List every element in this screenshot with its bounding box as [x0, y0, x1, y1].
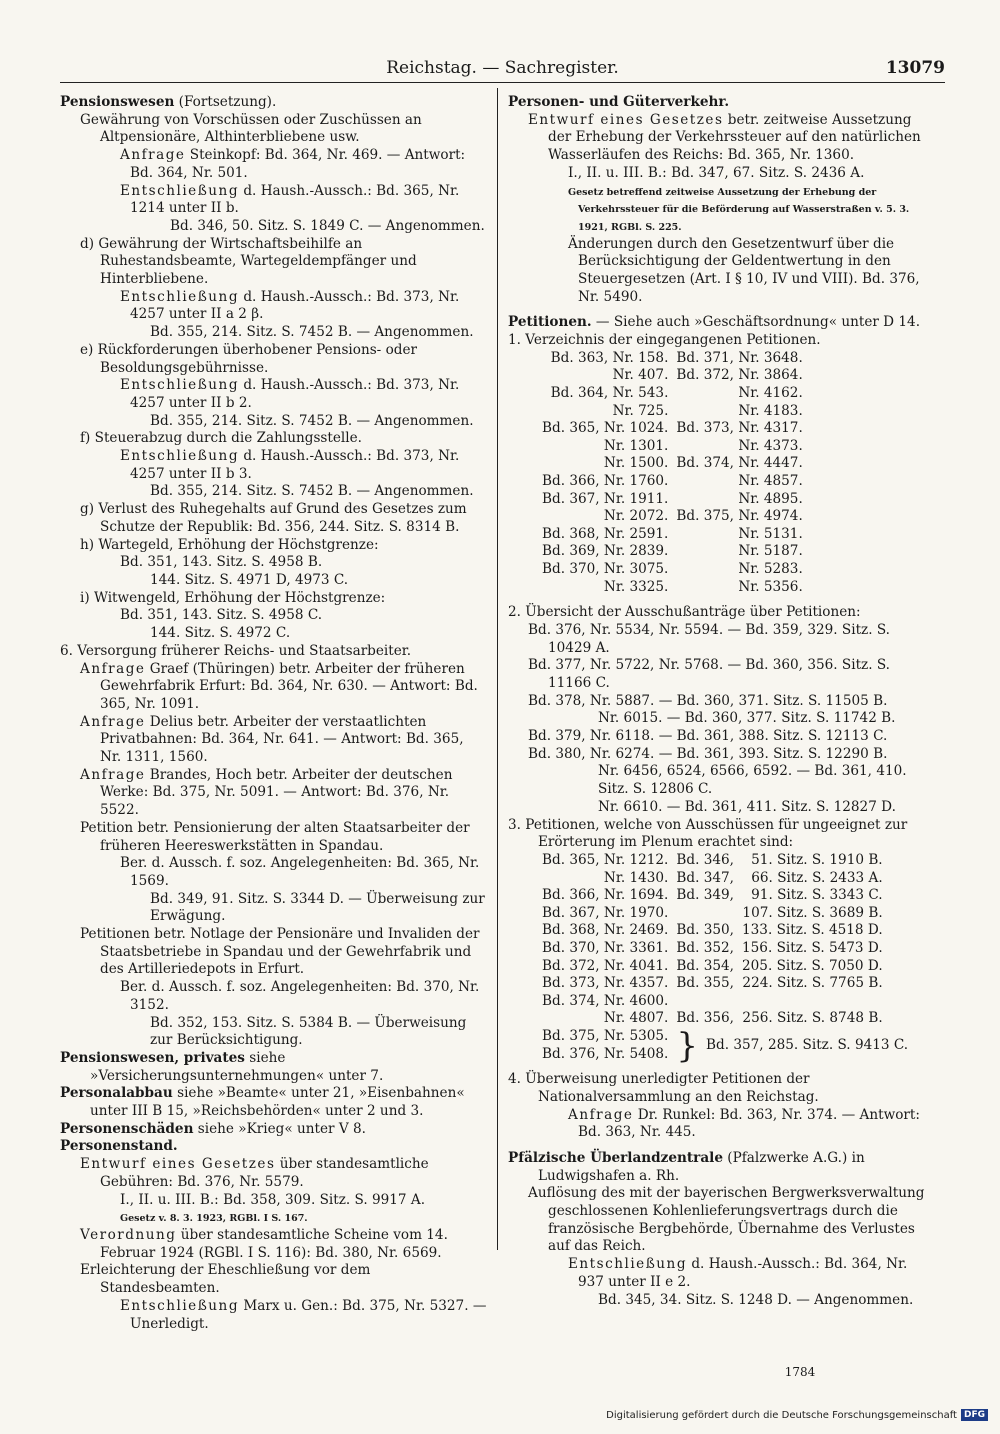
- table-cell: Bd. 369, Nr. 2839.: [542, 543, 669, 560]
- table-cell: [738, 993, 887, 1011]
- register-entry: [60, 1049, 488, 1085]
- register-entry: [568, 1256, 936, 1291]
- entry-text: Änderungen durch den Gesetzentwurf über die Berücksichtigung der Geldentwertung in den Steuergesetzen (Art. I § 10, IV und VIII). Bd. 376, Nr. 5490.: [568, 235, 920, 305]
- register-entry: [80, 660, 488, 714]
- table-cell: Bd. 372, Nr. 3864.: [676, 367, 803, 384]
- digitization-credit: [606, 1409, 988, 1421]
- table-cell: 133. Sitz. S. 4518 D.: [742, 922, 883, 939]
- law-citation: Gesetz v. 8. 3. 1923, RGBl. I S. 167.: [120, 1213, 308, 1225]
- register-entry: [120, 448, 488, 483]
- register-entry: [60, 94, 488, 112]
- table-cell: Bd. 368, Nr. 2591.: [542, 525, 669, 542]
- table-cell: Bd. 370, Nr. 3075.: [542, 560, 669, 577]
- entry-text: Bd. 355, 214. Sitz. S. 7452 B. — Angenommen.: [150, 483, 474, 500]
- right-column-bottom: [508, 1071, 936, 1309]
- right-column: [508, 94, 936, 1309]
- footer-page-number: 1784: [784, 1365, 816, 1379]
- table-cell: Bd. 354,: [676, 957, 734, 974]
- credit-text: Digitalisierung gefördert durch die Deutsche Forschungsgemeinschaft: [606, 1409, 957, 1421]
- entry-keyword: Anfrage: [80, 660, 146, 677]
- register-entry: [120, 554, 488, 572]
- entry-text: 144. Sitz. S. 4971 D, 4973 C.: [150, 571, 349, 588]
- table-cell: Bd. 349,: [676, 887, 734, 904]
- register-entry: [528, 1185, 936, 1256]
- table-cell: Bd. 363, Nr. 158.: [550, 349, 669, 366]
- entry-text: Petition betr. Pensionierung der alten Staatsarbeiter der früheren Heereswerkstätten in Spandau.: [80, 819, 470, 854]
- table-cell: Bd. 352,: [676, 939, 734, 956]
- entry-keyword: Entwurf eines Gesetzes: [528, 111, 724, 128]
- entry-text: Graef (Thüringen) betr. Arbeiter der früheren Gewehrfabrik Erfurt: Bd. 364, Nr. 630. — Antwort: Bd. 365, Nr. 1091.: [100, 660, 478, 712]
- entry-text: Bd. 346, 50. Sitz. S. 1849 C. — Angenommen.: [170, 217, 485, 234]
- register-entry: [150, 413, 488, 431]
- entry-text: (Fortsetzung).: [174, 94, 277, 110]
- register-entry: [120, 1191, 488, 1210]
- entry-text: Bd. 351, 143. Sitz. S. 4958 C.: [120, 607, 323, 624]
- table-cell: Bd. 355,: [676, 975, 734, 992]
- right-column-mid: [508, 604, 936, 852]
- register-entry: [150, 324, 488, 342]
- table-cell: Bd. 371, Nr. 3648.: [676, 349, 803, 366]
- entry-text: über standesamtliche Gebühren: Bd. 376, Nr. 5579.: [100, 1156, 429, 1190]
- unsuitable-petition-row: [538, 905, 887, 923]
- page-header: [60, 56, 945, 83]
- entry-heading: Personenstand.: [60, 1138, 178, 1155]
- register-entry: [80, 536, 488, 555]
- entry-text: Gewährung von Vorschüssen oder Zuschüssen an Altpensionäre, Althinterbliebene usw.: [80, 111, 422, 146]
- petitions-list-table: [538, 350, 807, 596]
- entry-text: Ber. d. Aussch. f. soz. Angelegenheiten: Bd. 370, Nr. 3152.: [120, 979, 480, 1013]
- register-entry: [60, 1085, 488, 1120]
- unsuitable-petition-row: [538, 993, 887, 1011]
- register-entry: [508, 332, 936, 350]
- register-entry: [508, 94, 936, 112]
- entry-text: d. Haush.-Aussch.: Bd. 373, Nr. 4257 unter II b 3.: [130, 448, 460, 482]
- entry-text: Bd. 345, 34. Sitz. S. 1248 D. — Angenommen.: [598, 1291, 914, 1308]
- entry-text: Bd. 376, Nr. 5534, Nr. 5594. — Bd. 359, 329. Sitz. S. 10429 A.: [528, 621, 890, 656]
- table-cell: Bd. 365, Nr. 1212.: [542, 852, 669, 868]
- register-entry: [508, 1142, 936, 1150]
- register-entry: [80, 1156, 488, 1191]
- entry-text: 144. Sitz. S. 4972 C.: [150, 625, 291, 642]
- entry-text: Bd. 378, Nr. 5887. — Bd. 360, 371. Sitz. S. 11505 B.: [528, 692, 888, 709]
- table-cell: Nr. 5283.: [738, 560, 803, 577]
- unsuitable-petition-row: [538, 1010, 887, 1028]
- entry-text: Bd. 355, 214. Sitz. S. 7452 B. — Angenommen.: [150, 324, 474, 341]
- entry-keyword: Anfrage: [80, 766, 146, 783]
- register-entry: [120, 1297, 488, 1333]
- entry-heading: Personenschäden: [60, 1120, 194, 1137]
- table-cell: Nr. 725.: [612, 402, 669, 419]
- table-cell: Bd. 373, Nr. 4317.: [676, 420, 803, 437]
- register-entry: [568, 235, 936, 307]
- petition-row: [538, 579, 807, 597]
- register-entry: [120, 979, 488, 1014]
- table-cell: Nr. 1500.: [603, 455, 669, 472]
- table-cell: Bd. 367, Nr. 1970.: [542, 904, 669, 921]
- petition-row: [538, 420, 807, 438]
- entry-text: 3. Petitionen, welche von Ausschüssen für ungeeignet zur Erörterung im Plenum erachtet sind:: [508, 816, 908, 851]
- table-cell: Bd. 366, Nr. 1760.: [542, 473, 669, 489]
- register-entry: [120, 855, 488, 890]
- entry-text: Nr. 6015. — Bd. 360, 377. Sitz. S. 11742 B.: [598, 710, 896, 727]
- entry-heading: Petitionen.: [508, 314, 592, 331]
- braced-petitions: [538, 1025, 912, 1066]
- register-entry: [170, 218, 488, 236]
- unsuitable-petition-row: [538, 852, 887, 870]
- entry-text: i) Witwengeld, Erhöhung der Höchstgrenze:: [80, 589, 386, 606]
- entry-keyword: Entschließung: [120, 182, 240, 199]
- register-entry: [60, 1120, 488, 1139]
- braced-row: Bd. 375, Nr. 5305. Bd. 376, Nr. 5408.: [542, 1027, 669, 1062]
- register-entry: [80, 766, 488, 820]
- register-entry: [80, 111, 488, 147]
- register-entry: [598, 710, 936, 728]
- entry-text: Bd. 377, Nr. 5722, Nr. 5768. — Bd. 360, 356. Sitz. S. 11166 C.: [528, 657, 890, 691]
- register-entry: [568, 183, 936, 236]
- entry-text: Nr. 6456, 6524, 6566, 6592. — Bd. 361, 410. Sitz. S. 12806 C.: [598, 763, 907, 798]
- table-cell: Bd. 368, Nr. 2469.: [542, 922, 669, 939]
- petition-row: [538, 561, 807, 579]
- register-entry: [120, 182, 488, 218]
- table-cell: Nr. 3325.: [603, 578, 669, 595]
- table-cell: 256. Sitz. S. 8748 B.: [742, 1010, 883, 1027]
- entry-text: siehe »Krieg« unter V 8.: [193, 1120, 366, 1137]
- table-cell: Bd. 367, Nr. 1911.: [542, 490, 669, 507]
- entry-text: 6. Versorgung früherer Reichs- und Staatsarbeiter.: [60, 642, 412, 659]
- register-entry: [508, 1071, 936, 1106]
- brace-mark: }: [676, 1025, 699, 1066]
- table-cell: Nr. 1301.: [603, 437, 669, 454]
- entry-keyword: Anfrage: [80, 713, 146, 730]
- register-entry: [80, 430, 488, 448]
- entry-text: (Pfalzwerke A.G.) in Ludwigshafen a. Rh.: [538, 1149, 865, 1184]
- table-cell: Bd. 374, Nr. 4447.: [676, 455, 803, 472]
- entry-text: 2. Übersicht der Ausschußanträge über Petitionen:: [508, 604, 861, 621]
- entry-heading: Personalabbau: [60, 1085, 173, 1102]
- entry-text: Bd. 352, 153. Sitz. S. 5384 B. — Überweisung zur Berücksichtigung.: [150, 1014, 467, 1049]
- entry-keyword: Anfrage: [568, 1106, 634, 1123]
- petition-row: [538, 473, 807, 491]
- entry-text: h) Wartegeld, Erhöhung der Höchstgrenze:: [80, 536, 379, 553]
- entry-text: Steinkopf: Bd. 364, Nr. 469. — Antwort: Bd. 364, Nr. 501.: [130, 147, 466, 181]
- register-entry: [120, 1209, 488, 1227]
- left-column: [60, 94, 488, 1333]
- unsuitable-petition-row: [538, 870, 887, 888]
- petition-row: [538, 385, 807, 403]
- entry-text: Ber. d. Aussch. f. soz. Angelegenheiten: Bd. 365, Nr. 1569.: [120, 855, 480, 889]
- register-entry: [568, 164, 936, 183]
- entry-text: Auflösung des mit der bayerischen Bergwerksverwaltung geschlossenen Kohlenlieferungsvertrags durch die französische Bergbehörde, Übernahme des Verlustes auf das Reich.: [528, 1185, 925, 1255]
- table-cell: Nr. 4183.: [738, 402, 803, 419]
- register-entry: [120, 607, 488, 625]
- table-cell: 66. Sitz. S. 2433 A.: [751, 869, 883, 886]
- entry-text: über standesamtliche Scheine vom 14. Februar 1924 (RGBl. I S. 116): Bd. 380, Nr. 6569.: [100, 1227, 448, 1261]
- register-entry: [80, 589, 488, 608]
- table-cell: 91. Sitz. S. 3343 C.: [751, 887, 883, 904]
- entry-heading: Pensionswesen, privates: [60, 1049, 245, 1066]
- table-cell: Bd. 356,: [676, 1010, 734, 1027]
- entry-text: Dr. Runkel: Bd. 363, Nr. 374. — Antwort: Bd. 363, Nr. 445.: [578, 1106, 920, 1141]
- register-entry: [60, 1138, 488, 1156]
- table-cell: 51. Sitz. S. 1910 B.: [751, 852, 883, 868]
- table-cell: Bd. 364, Nr. 543.: [550, 385, 669, 402]
- entry-text: d. Haush.-Aussch.: Bd. 373, Nr. 4257 unter II a 2 β.: [130, 288, 460, 323]
- register-entry: [528, 621, 936, 657]
- column-divider: [497, 88, 498, 1250]
- entry-text: g) Verlust des Ruhegehalts auf Grund des Gesetzes zum Schutze der Republik: Bd. 356, 244. Sitz. S. 8314 B.: [80, 501, 467, 535]
- table-cell: Bd. 347,: [676, 869, 734, 886]
- entry-text: I., II. u. III. B.: Bd. 347, 67. Sitz. S. 2436 A.: [568, 164, 865, 181]
- petition-row: [538, 526, 807, 544]
- register-entry: [80, 501, 488, 536]
- register-entry: [598, 799, 936, 817]
- entry-keyword: Entschließung: [120, 288, 240, 305]
- unsuitable-petition-row: [538, 940, 887, 958]
- entry-text: Bd. 379, Nr. 6118. — Bd. 361, 388. Sitz. S. 12113 C.: [528, 728, 888, 745]
- register-entry: [150, 483, 488, 501]
- entry-text: Bd. 355, 214. Sitz. S. 7452 B. — Angenommen.: [150, 412, 474, 429]
- unsuitable-petition-row: [538, 975, 887, 993]
- table-cell: [672, 993, 738, 1011]
- header-title: Reichstag. — Sachregister.: [386, 58, 619, 78]
- petition-row: [538, 350, 807, 368]
- entry-text: — Siehe auch »Geschäftsordnung« unter D 14.: [591, 314, 921, 331]
- table-cell: Nr. 4373.: [738, 437, 803, 454]
- register-entry: [508, 816, 936, 852]
- table-cell: Bd. 365, Nr. 1024.: [542, 420, 669, 437]
- header-page-number: 13079: [885, 58, 945, 78]
- register-entry: [508, 604, 936, 622]
- entry-text: Brandes, Hoch betr. Arbeiter der deutschen Werke: Bd. 375, Nr. 5091. — Antwort: Bd. 376, Nr. 5522.: [100, 766, 453, 819]
- table-cell: Nr. 5187.: [738, 543, 803, 560]
- entry-text: Delius betr. Arbeiter der verstaatlichten Privatbahnen: Bd. 364, Nr. 641. — Antwort: Bd. 365, Nr. 1311, 1560.: [100, 713, 464, 766]
- table-cell: Nr. 4857.: [738, 473, 803, 489]
- register-entry: [508, 1149, 936, 1185]
- entry-text: Bd. 349, 91. Sitz. S. 3344 D. — Überweisung zur Erwägung.: [150, 890, 485, 925]
- table-cell: Bd. 370, Nr. 3361.: [542, 939, 669, 956]
- table-cell: Bd. 350,: [676, 922, 734, 939]
- entry-text: d. Haush.-Aussch.: Bd. 365, Nr. 1214 unter II b.: [130, 182, 460, 217]
- register-entry: [508, 306, 936, 314]
- table-cell: Nr. 4807.: [603, 1010, 669, 1027]
- entry-text: siehe »Beamte« unter 21, »Eisenbahnen« unter III B 15, »Reichsbehörden« unter 2 und 3.: [90, 1085, 465, 1120]
- dfg-logo: DFG: [961, 1409, 988, 1421]
- petition-row: [538, 403, 807, 421]
- entry-keyword: Entschließung: [120, 448, 240, 465]
- entry-text: f) Steuerabzug durch die Zahlungsstelle.: [80, 430, 362, 447]
- table-cell: Nr. 4895.: [738, 490, 803, 507]
- register-entry: [80, 341, 488, 377]
- law-citation: Gesetz betreffend zeitweise Aussetzung der Erhebung der Verkehrssteuer für die Beförderung auf Wasserstraßen v. 5. 3. 1921, RGBl. S. 225.: [568, 186, 910, 233]
- table-cell: 107. Sitz. S. 3689 B.: [742, 904, 883, 921]
- table-cell: Nr. 5131.: [738, 525, 803, 542]
- entry-text: Erleichterung der Eheschließung vor dem Standesbeamten.: [80, 1262, 371, 1297]
- register-entry: [568, 1106, 936, 1142]
- entry-heading: Personen- und Güterverkehr.: [508, 94, 730, 110]
- entry-text: Bd. 380, Nr. 6274. — Bd. 361, 393. Sitz. S. 12290 B.: [528, 745, 888, 762]
- right-column-top: [508, 94, 936, 350]
- register-entry: [150, 625, 488, 643]
- entry-keyword: Entschließung: [120, 1297, 240, 1314]
- register-entry: [598, 763, 936, 798]
- register-entry: [528, 111, 936, 165]
- entry-text: 4. Überweisung unerledigter Petitionen der Nationalversammlung an den Reichstag.: [508, 1071, 819, 1105]
- braced-reference: Bd. 357, 285. Sitz. S. 9413 C.: [706, 1036, 909, 1053]
- register-entry: [528, 692, 936, 711]
- entry-text: I., II. u. III. B.: Bd. 358, 309. Sitz. S. 9917 A.: [120, 1191, 426, 1208]
- table-cell: Bd. 366, Nr. 1694.: [542, 887, 669, 904]
- register-entry: [150, 572, 488, 590]
- register-entry: [528, 728, 936, 746]
- entry-text: e) Rückforderungen überhobener Pensions- oder Besoldungsgebührnisse.: [80, 341, 418, 376]
- unsuitable-petition-row: [538, 922, 887, 940]
- entry-text: Petitionen betr. Notlage der Pensionäre und Invaliden der Staatsbetriebe in Spandau und der Gewehrfabrik und des Artilleriedepots in Erfurt.: [80, 926, 480, 978]
- table-cell: Bd. 346,: [676, 852, 734, 868]
- entry-keyword: Entschließung: [120, 377, 240, 394]
- table-cell: 224. Sitz. S. 7765 B.: [742, 975, 883, 992]
- register-entry: [80, 1227, 488, 1262]
- table-cell: [672, 905, 738, 923]
- register-entry: [120, 147, 488, 182]
- register-entry: [528, 745, 936, 764]
- register-entry: [80, 713, 488, 767]
- entry-text: 1. Verzeichnis der eingegangenen Petitionen.: [508, 332, 821, 349]
- table-cell: Bd. 374, Nr. 4600.: [542, 992, 669, 1009]
- table-cell: Bd. 373, Nr. 4357.: [542, 975, 669, 992]
- entry-text: Nr. 6610. — Bd. 361, 411. Sitz. S. 12827 D.: [598, 798, 896, 815]
- table-cell: Nr. 1430.: [603, 869, 669, 886]
- entry-text: Marx u. Gen.: Bd. 375, Nr. 5327. — Unerledigt.: [130, 1297, 487, 1332]
- register-entry: [120, 288, 488, 324]
- register-entry: [150, 891, 488, 926]
- petition-row: [538, 455, 807, 473]
- entry-text: Bd. 351, 143. Sitz. S. 4958 B.: [120, 554, 323, 571]
- entry-text: betr. zeitweise Aussetzung der Erhebung der Verkehrssteuer auf den natürlichen Wasserläufen des Reichs: Bd. 365, Nr. 1360.: [548, 111, 921, 164]
- unsuitable-petition-row: [538, 958, 887, 976]
- register-entry: [80, 926, 488, 979]
- register-entry: [120, 377, 488, 412]
- unsuitable-petitions-table: [538, 852, 887, 1028]
- register-entry: [80, 819, 488, 855]
- entry-keyword: Anfrage: [120, 147, 186, 164]
- entry-text: d. Haush.-Aussch.: Bd. 373, Nr. 4257 unter II b 2.: [130, 377, 460, 411]
- entry-text: siehe »Versicherungsunternehmungen« unter 7.: [90, 1049, 384, 1084]
- petition-row: [538, 508, 807, 526]
- petition-row: [538, 438, 807, 456]
- petition-row: [538, 491, 807, 509]
- register-entry: [150, 1015, 488, 1050]
- table-cell: Nr. 407.: [612, 367, 669, 384]
- register-entry: [508, 314, 936, 332]
- petition-row: [538, 543, 807, 561]
- entry-heading: Pensionswesen: [60, 94, 175, 110]
- entry-keyword: Entwurf eines Gesetzes: [80, 1156, 276, 1173]
- register-entry: [528, 657, 936, 692]
- entry-keyword: Entschließung: [568, 1256, 688, 1273]
- unsuitable-petition-row: [538, 887, 887, 905]
- register-entry: [598, 1292, 936, 1310]
- table-cell: 205. Sitz. S. 7050 D.: [742, 957, 883, 974]
- petition-row: [538, 367, 807, 385]
- table-cell: Nr. 4162.: [738, 385, 803, 402]
- entry-text: d. Haush.-Aussch.: Bd. 364, Nr. 937 unter II e 2.: [578, 1256, 908, 1290]
- table-cell: Nr. 2072.: [603, 508, 669, 525]
- table-cell: Bd. 372, Nr. 4041.: [542, 957, 669, 974]
- table-cell: 156. Sitz. S. 5473 D.: [742, 939, 883, 956]
- table-cell: Nr. 5356.: [738, 578, 803, 595]
- register-entry: [80, 235, 488, 289]
- entry-text: d) Gewährung der Wirtschaftsbeihilfe an Ruhestandsbeamte, Wartegeldempfänger und Hinterbliebene.: [80, 235, 417, 288]
- register-entry: [80, 1262, 488, 1297]
- register-entry: [60, 642, 488, 661]
- entry-keyword: Verordnung: [80, 1227, 177, 1243]
- table-cell: Bd. 375, Nr. 4974.: [676, 508, 803, 525]
- entry-heading: Pfälzische Überlandzentrale: [508, 1149, 723, 1166]
